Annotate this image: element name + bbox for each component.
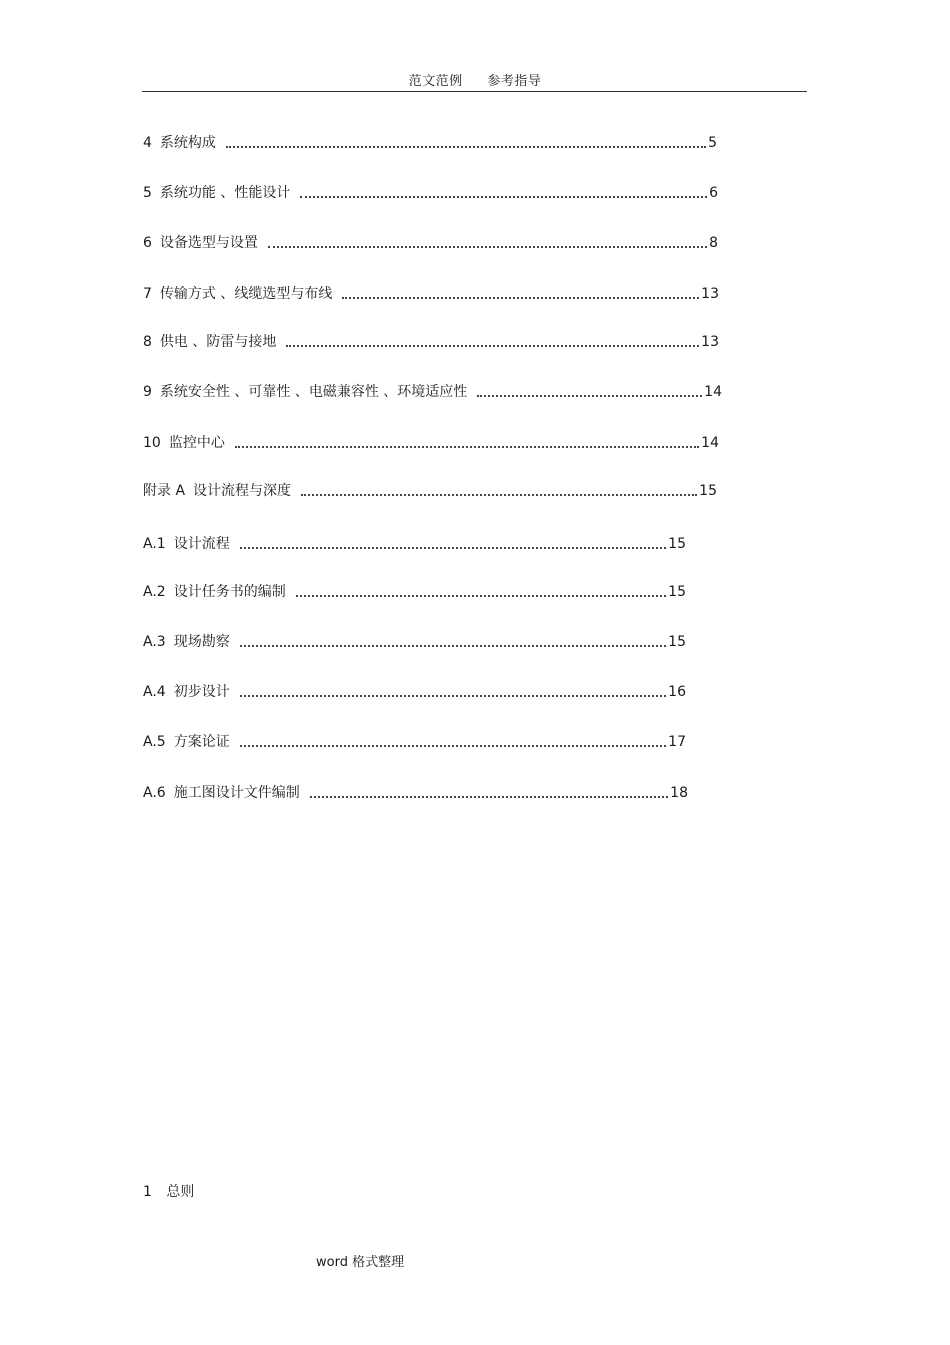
toc-dot-leader [268, 246, 707, 248]
toc-entry-number: 4 [143, 135, 152, 151]
toc-entry-title: 监控中心 [168, 435, 225, 451]
toc-entry-title: 系统构成 [159, 135, 216, 151]
toc-entry-number: 5 [143, 185, 152, 201]
toc-entry[interactable] [143, 681, 686, 701]
toc-entry-title: 设计任务书的编制 [173, 584, 286, 600]
toc-entry[interactable] [143, 331, 719, 351]
toc-entry-page: 13 [701, 334, 719, 350]
section-title: 总则 [166, 1184, 195, 1200]
toc-dot-leader [240, 745, 666, 747]
toc-entry-title: 现场勘察 [173, 634, 230, 650]
toc-entry[interactable] [143, 533, 686, 553]
toc-entry[interactable] [143, 381, 722, 401]
toc-entry[interactable] [143, 782, 688, 802]
toc-entry[interactable] [143, 182, 718, 202]
page-header [0, 70, 950, 89]
toc-entry[interactable] [143, 581, 686, 601]
toc-entry-title: 系统功能 、性能设计 [159, 185, 291, 201]
toc-entry-page: 6 [709, 185, 718, 201]
toc-dot-leader [286, 345, 699, 347]
toc-entry-number: 9 [143, 384, 152, 400]
toc-dot-leader [310, 796, 668, 798]
toc-entry-title: 初步设计 [173, 684, 230, 700]
toc-entry-page: 15 [668, 536, 686, 552]
toc-entry-title: 施工图设计文件编制 [173, 785, 300, 801]
toc-entry-title: 供电 、防雷与接地 [159, 334, 277, 350]
toc-entry[interactable] [143, 480, 717, 500]
toc-entry-number: 6 [143, 235, 152, 251]
toc-entry-number: A.4 [143, 684, 166, 700]
toc-entry-page: 14 [701, 435, 719, 451]
toc-entry-title: 系统安全性 、可靠性 、电磁兼容性 、环境适应性 [159, 384, 468, 400]
toc-entry-page: 14 [704, 384, 722, 400]
toc-entry-page: 16 [668, 684, 686, 700]
toc-entry[interactable] [143, 283, 719, 303]
toc-entry-title: 设计流程 [173, 536, 230, 552]
toc-dot-leader [240, 547, 666, 549]
toc-entry-number: A.1 [143, 536, 166, 552]
toc-entry[interactable] [143, 132, 717, 152]
toc-entry[interactable] [143, 631, 686, 651]
toc-entry-number: 10 [143, 435, 161, 451]
section-heading [143, 1181, 194, 1201]
toc-entry-title: 方案论证 [173, 734, 230, 750]
header-right-text: 参考指导 [487, 74, 542, 89]
toc-dot-leader [240, 695, 666, 697]
toc-entry-number: 附录 A [143, 483, 186, 499]
toc-dot-leader [240, 645, 666, 647]
toc-entry-number: A.3 [143, 634, 166, 650]
header-divider [142, 91, 807, 92]
toc-dot-leader [342, 297, 699, 299]
toc-dot-leader [296, 595, 666, 597]
toc-entry-page: 13 [701, 286, 719, 302]
toc-entry-number: 8 [143, 334, 152, 350]
toc-entry-page: 15 [668, 634, 686, 650]
toc-dot-leader [226, 146, 706, 148]
toc-dot-leader [300, 196, 707, 198]
toc-dot-leader [477, 395, 702, 397]
toc-entry-page: 8 [709, 235, 718, 251]
toc-entry[interactable] [143, 432, 719, 452]
toc-dot-leader [235, 446, 699, 448]
header-left-text: 范文范例 [408, 74, 463, 89]
toc-entry-page: 18 [670, 785, 688, 801]
toc-entry-number: 7 [143, 286, 152, 302]
toc-entry-page: 15 [699, 483, 717, 499]
page-footer: word 格式整理 [316, 1255, 405, 1270]
toc-entry-title: 传输方式 、线缆选型与布线 [159, 286, 333, 302]
toc-entry-number: A.6 [143, 785, 166, 801]
toc-entry-page: 17 [668, 734, 686, 750]
toc-entry-number: A.2 [143, 584, 166, 600]
toc-entry-number: A.5 [143, 734, 166, 750]
toc-entry-title: 设备选型与设置 [159, 235, 258, 251]
toc-entry[interactable] [143, 731, 686, 751]
toc-entry-title: 设计流程与深度 [193, 483, 292, 499]
toc-entry-page: 15 [668, 584, 686, 600]
toc-dot-leader [301, 494, 697, 496]
section-number: 1 [143, 1184, 152, 1200]
toc-entry-page: 5 [708, 135, 717, 151]
toc-entry[interactable] [143, 232, 718, 252]
